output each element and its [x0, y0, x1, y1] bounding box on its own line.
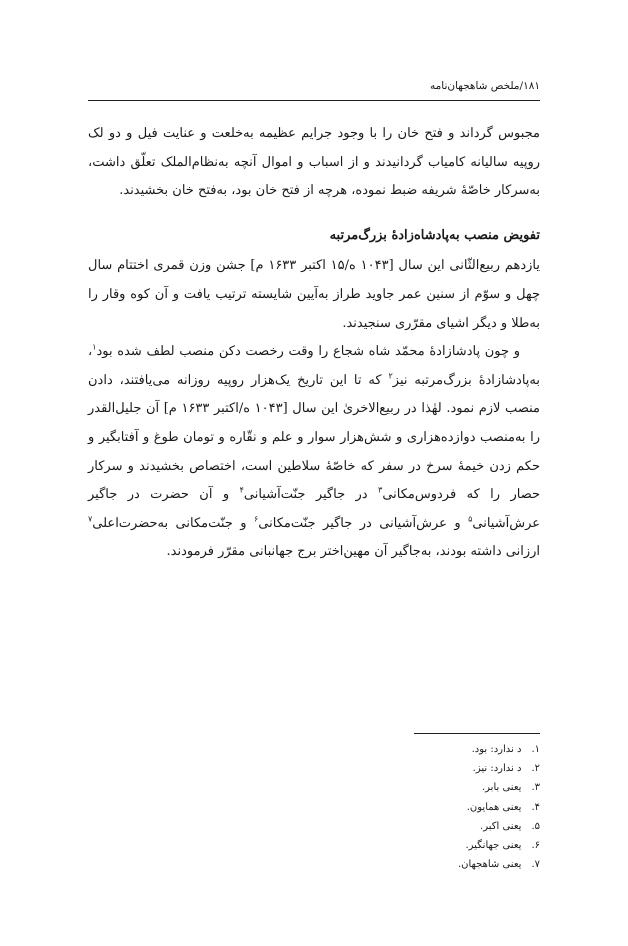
- footnote-item: [88, 817, 540, 836]
- footnote-ref-4[interactable]: ۴: [239, 485, 244, 495]
- paragraph-2-text-7: و جنّت‌مکانی به‌حضرت‌اعلی: [92, 515, 254, 531]
- footnote-number: ۱.: [531, 744, 540, 755]
- footnote-ref-3[interactable]: ۳: [378, 485, 383, 495]
- footnote-text: د ندارد: نیز.: [472, 763, 522, 775]
- footnote-item: [88, 778, 540, 797]
- footnotes-list: [88, 740, 540, 874]
- footnote-text: یعنی همایون.: [466, 801, 522, 813]
- footnote-text: یعنی اکبر.: [480, 820, 522, 832]
- paragraph-2-text-8: ارزانی داشته بودند، به‌جاگیر آن مهین‌اختر برج جهانبانی مقرّر فرمودند.: [166, 544, 540, 560]
- footnote-number: ۴.: [531, 801, 540, 813]
- footnote-number: ۲.: [531, 763, 540, 775]
- footnote-ref-1[interactable]: ۱: [92, 342, 97, 352]
- paragraph-2-text-5: و آن حضرت در جاگیر عرش‌آشیانی: [88, 487, 540, 531]
- footnote-ref-5[interactable]: ۵: [468, 514, 473, 524]
- footnote-number: ۵.: [531, 820, 540, 832]
- footnote-item: [88, 855, 540, 874]
- footnote-item: [88, 759, 540, 778]
- footnote-number: ۷.: [531, 859, 540, 871]
- footnote-number: ۶.: [531, 840, 540, 852]
- footnote-number: ۳.: [531, 782, 540, 794]
- paragraph-2: [88, 338, 540, 567]
- footnote-item: [88, 798, 540, 817]
- footnote-item: [88, 836, 540, 855]
- footnote-text: یعنی جهانگیر.: [465, 840, 522, 852]
- paragraph-1: یازدهم ربیع‌الثّانی این سال [۱۰۴۳ ه/۱۵ اکتبر ۱۶۳۳ م] جشن وزن قمری اختتام سال چهل و سوّم از سنین عمر جاوید طراز به‌آیین شایسته ترتیب یافت و آن کوه وقار را به‌طلا و دیگر اشیای مقرّری سنجیدند.: [88, 258, 540, 331]
- footnote-text: د ندارد: بود.: [471, 744, 522, 755]
- section-heading: تفویض منصب به‌پادشاه‌زادهٔ بزرگ‌مرتبه: [329, 227, 540, 243]
- page-body: [88, 120, 540, 567]
- footnote-ref-2[interactable]: ۲: [388, 371, 393, 381]
- paragraph-2-text-4: در جاگیر جنّت‌آشیانی: [243, 487, 379, 503]
- running-head: ۱۸۱/ملخص شاهجهان‌نامه: [430, 80, 540, 92]
- footnote-item: [88, 740, 540, 759]
- footnote-ref-6[interactable]: ۶: [254, 514, 259, 524]
- paragraph-2-text-6: و عرش‌آشیانی در جاگیر جنّت‌مکانی: [258, 515, 469, 531]
- intro-paragraph: مجبوس گرداند و فتح خان را با وجود جرایم عظیمه به‌خلعت و عنایت فیل و دو لک روپیه سالیانه کامیاب گردانیدند و از اسباب و اموال آنچه به‌نظام‌الملک تعلّق داشت، به‌سرکار خاصّهٔ شریفه ضبط نموده، هرچه از فتح خان بود، به‌فتح خان بخشیدند.: [88, 126, 540, 199]
- footnote-text: یعنی بابر.: [481, 782, 522, 794]
- footnote-ref-7[interactable]: ۷: [88, 514, 93, 524]
- footnote-rule: [414, 733, 540, 734]
- paragraph-2-text-2: ، به‌پادشازادهٔ بزرگ‌مرتبه نیز: [88, 344, 540, 388]
- paragraph-2-text-3: که تا این تاریخ یک‌هزار روپیه روزانه می‌یافتند، دادن منصب لازم نمود. لهٰذا در ربیع‌الاخریٰ این سال [۱۰۴۳ ه/اکتبر ۱۶۳۳ م] آن جلیل‌القدر را به‌منصب دوازده‌هزاری و شش‌هزار سوار و علم و نقّاره و تومان طوغ و آفتابگیر و حکم زدن خیمهٔ سرخ در سفر که خاصّهٔ سلاطین است، اختصاص بخشیدند و سرکار حصار را که فردوس‌مکانی: [88, 372, 541, 503]
- footnote-text: یعنی شاهجهان.: [457, 859, 522, 871]
- header-rule: [88, 100, 540, 101]
- paragraph-2-text-1: و چون پادشازادهٔ محمّد شاه شجاع را وقت رخصت دکن منصب لطف شده بود: [96, 344, 520, 360]
